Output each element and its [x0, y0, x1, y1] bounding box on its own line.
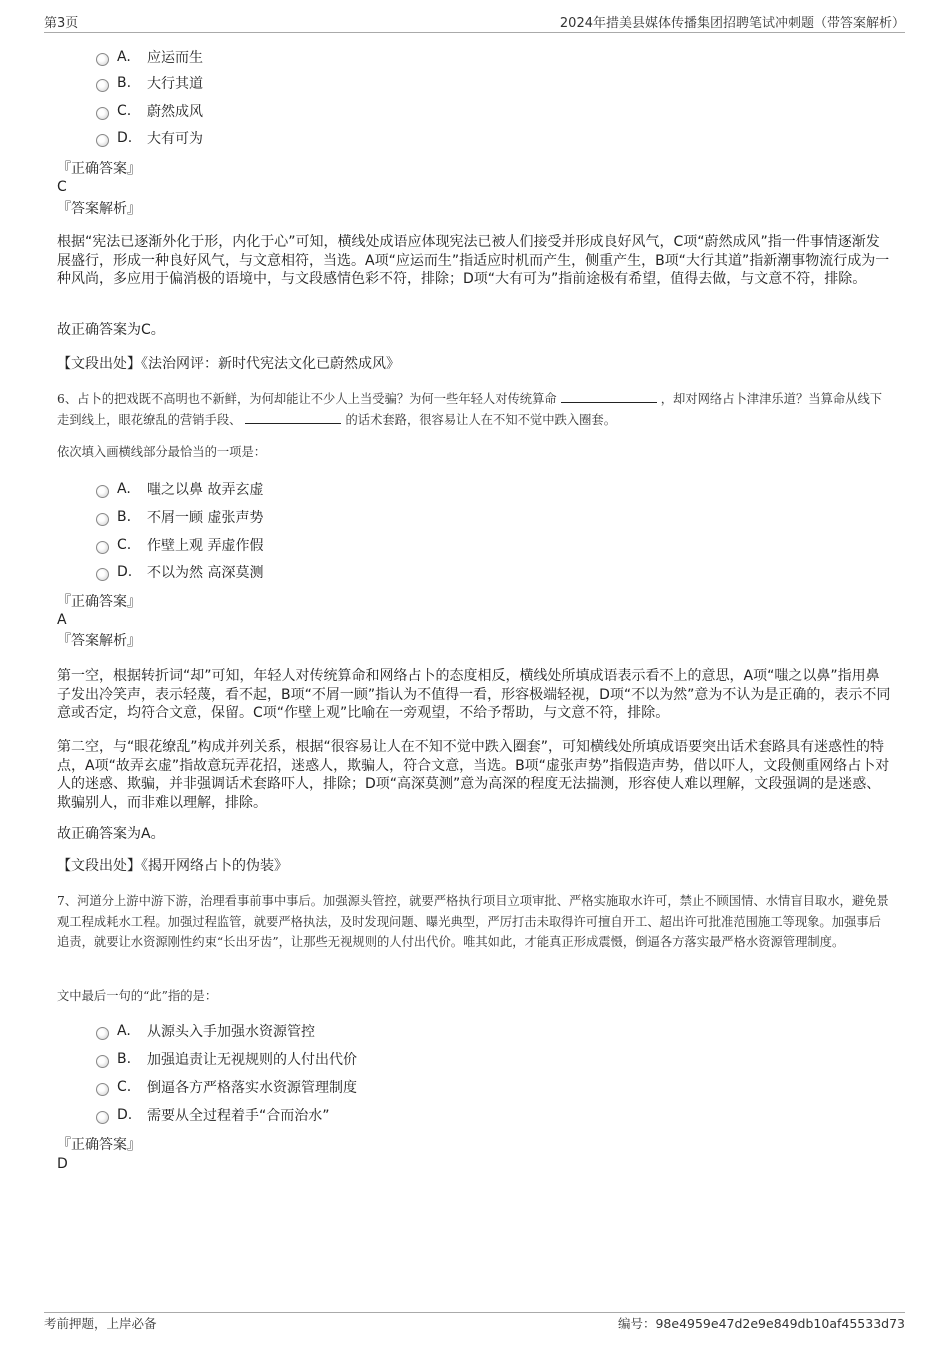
- option-letter: C.: [117, 1079, 132, 1095]
- option-text: 大行其道: [147, 76, 203, 92]
- option-letter: B.: [117, 509, 132, 525]
- source: 【文段出处】《揭开网络占卜的伪装》: [57, 858, 288, 874]
- stem-text: 6、占卜的把戏既不高明也不新鲜，为何却能让不少人上当受骗？为何一些年轻人对传统算命: [57, 392, 557, 406]
- option-text: 不屑一顾 虚张声势: [147, 510, 264, 526]
- option-d[interactable]: [96, 128, 203, 148]
- option-text: 嗤之以鼻 故弄玄虚: [147, 482, 264, 498]
- option-letter: D.: [117, 130, 133, 146]
- radio-icon[interactable]: [96, 1055, 109, 1068]
- blank-2: [245, 411, 341, 424]
- question-stem: [57, 389, 892, 430]
- radio-icon[interactable]: [96, 485, 109, 498]
- radio-icon[interactable]: [96, 107, 109, 120]
- option-text: 不以为然 高深莫测: [147, 565, 264, 581]
- option-letter: A.: [117, 49, 131, 65]
- answer-value: C: [57, 179, 67, 195]
- radio-icon[interactable]: [96, 541, 109, 554]
- analysis-paragraph: 根据“宪法已逐渐外化于形，内化于心”可知，横线处成语应体现宪法已被人们接受并形成良好风气，C项“蔚然成风”指一件事情逐渐发展盛行，形成一种良好风气，与文意相符，当选。A项“应运而生”指适应时机而产生，侧重产生，B项“大行其道”指新潮事物流行成为一种风尚，多应用于偏消极的语境中，与文段感情色彩不符，排除；D项“大有可为”指前途极有希望，值得去做，与文意不符，排除。: [57, 234, 890, 287]
- option-letter: D.: [117, 1107, 133, 1123]
- option-text: 加强追责让无视规则的人付出代价: [147, 1052, 357, 1068]
- answer-value: D: [57, 1156, 68, 1172]
- analysis-label: 『答案解析』: [57, 633, 141, 649]
- option-d[interactable]: [96, 1105, 330, 1125]
- analysis-paragraph: 第二空，与“眼花缭乱”构成并列关系，根据“很容易让人在不知不觉中跌入圈套”，可知横线处所填成语要突出话术套路具有迷惑性的特点，A项“故弄玄虚”指故意玩弄花招，迷惑人，欺骗人，符合文意，当选。B项“虚张声势”指假造声势，借以吓人，文段侧重网络占卜对人的迷惑、欺骗，并非强调话术套路吓人，排除；D项“高深莫测”意为高深的程度无法揣测，形容使人难以理解，文段强调的是迷惑、欺骗别人，而非难以理解，排除。: [57, 739, 890, 811]
- document-id: 编号：98e4959e47d2e9e849db10af45533d73: [617, 1316, 905, 1331]
- radio-icon[interactable]: [96, 568, 109, 581]
- radio-icon[interactable]: [96, 1111, 109, 1124]
- radio-icon[interactable]: [96, 79, 109, 92]
- question-prompt: 依次填入画横线部分最恰当的一项是：: [57, 445, 267, 459]
- option-d[interactable]: [96, 562, 263, 582]
- option-a[interactable]: [96, 479, 263, 499]
- option-letter: A.: [117, 481, 131, 497]
- radio-icon[interactable]: [96, 53, 109, 66]
- blank-1: [561, 390, 657, 403]
- document-title: 2024年措美县媒体传播集团招聘笔试冲刺题（带答案解析）: [559, 16, 905, 31]
- answer-value: A: [57, 612, 67, 628]
- footer-slogan: 考前押题，上岸必备: [44, 1316, 157, 1331]
- option-letter: A.: [117, 1023, 131, 1039]
- option-a[interactable]: [96, 1021, 315, 1041]
- option-letter: B.: [117, 1051, 132, 1067]
- answer-label: 『正确答案』: [57, 594, 141, 610]
- radio-icon[interactable]: [96, 1083, 109, 1096]
- option-letter: B.: [117, 75, 132, 91]
- option-c[interactable]: [96, 1077, 357, 1097]
- question-stem: 7、河道分上游中游下游，治理看事前事中事后。加强源头管控，就要严格执行项目立项审批、严格实施取水许可，禁止不顾国情、水情盲目取水，避免景观工程成耗水工程。加强过程监管，就要严格执法，及时发现问题、曝光典型，严厉打击未取得许可擅自开工、超出许可批准范围施工等现象。加强事后追责，就要让水资源刚性约束“长出牙齿”，让那些无视规则的人付出代价。唯其如此，才能真正形成震慑，倒逼各方落实最严格水资源管理制度。: [57, 894, 889, 949]
- option-text: 从源头入手加强水资源管控: [147, 1024, 315, 1040]
- option-c[interactable]: [96, 101, 203, 121]
- option-b[interactable]: [96, 73, 203, 93]
- stem-text: ，却对网络占卜津津乐道？当算命从线下走到线上，眼花缭乱的营销手段、: [57, 392, 883, 427]
- option-text: 应运而生: [147, 50, 203, 66]
- option-letter: C.: [117, 103, 132, 119]
- option-text: 大有可为: [147, 131, 203, 147]
- answer-label: 『正确答案』: [57, 161, 141, 177]
- stem-text: 的话术套路，很容易让人在不知不觉中跌入圈套。: [345, 412, 617, 427]
- option-text: 需要从全过程着手“合而治水”: [147, 1108, 330, 1124]
- answer-label: 『正确答案』: [57, 1137, 141, 1153]
- option-text: 蔚然成风: [147, 104, 203, 120]
- footer-divider: [44, 1312, 905, 1313]
- option-text: 作壁上观 弄虚作假: [147, 538, 264, 554]
- option-a[interactable]: [96, 47, 203, 67]
- option-c[interactable]: [96, 535, 263, 555]
- radio-icon[interactable]: [96, 134, 109, 147]
- radio-icon[interactable]: [96, 513, 109, 526]
- conclusion: 故正确答案为C。: [57, 322, 165, 338]
- question-prompt: 文中最后一句的“此”指的是：: [57, 989, 218, 1003]
- conclusion: 故正确答案为A。: [57, 826, 165, 842]
- option-text: 倒逼各方严格落实水资源管理制度: [147, 1080, 357, 1096]
- header-divider: [44, 32, 905, 33]
- radio-icon[interactable]: [96, 1027, 109, 1040]
- page-number: 第3页: [44, 16, 79, 31]
- option-letter: D.: [117, 564, 133, 580]
- analysis-paragraph: 第一空，根据转折词“却”可知，年轻人对传统算命和网络占卜的态度相反，横线处所填成语表示看不上的意思，A项“嗤之以鼻”指用鼻子发出冷笑声，表示轻蔑，看不起，B项“不屑一顾”指认为不值得一看，形容极端轻视，D项“不以为然”意为不认为是正确的，表示不同意或否定，均符合文意，保留。C项“作壁上观”比喻在一旁观望，不给予帮助，与文意不符，排除。: [57, 668, 891, 721]
- analysis-label: 『答案解析』: [57, 201, 141, 217]
- option-b[interactable]: [96, 1049, 357, 1069]
- source: 【文段出处】《法治网评：新时代宪法文化已蔚然成风》: [57, 356, 400, 372]
- option-letter: C.: [117, 537, 132, 553]
- option-b[interactable]: [96, 507, 263, 527]
